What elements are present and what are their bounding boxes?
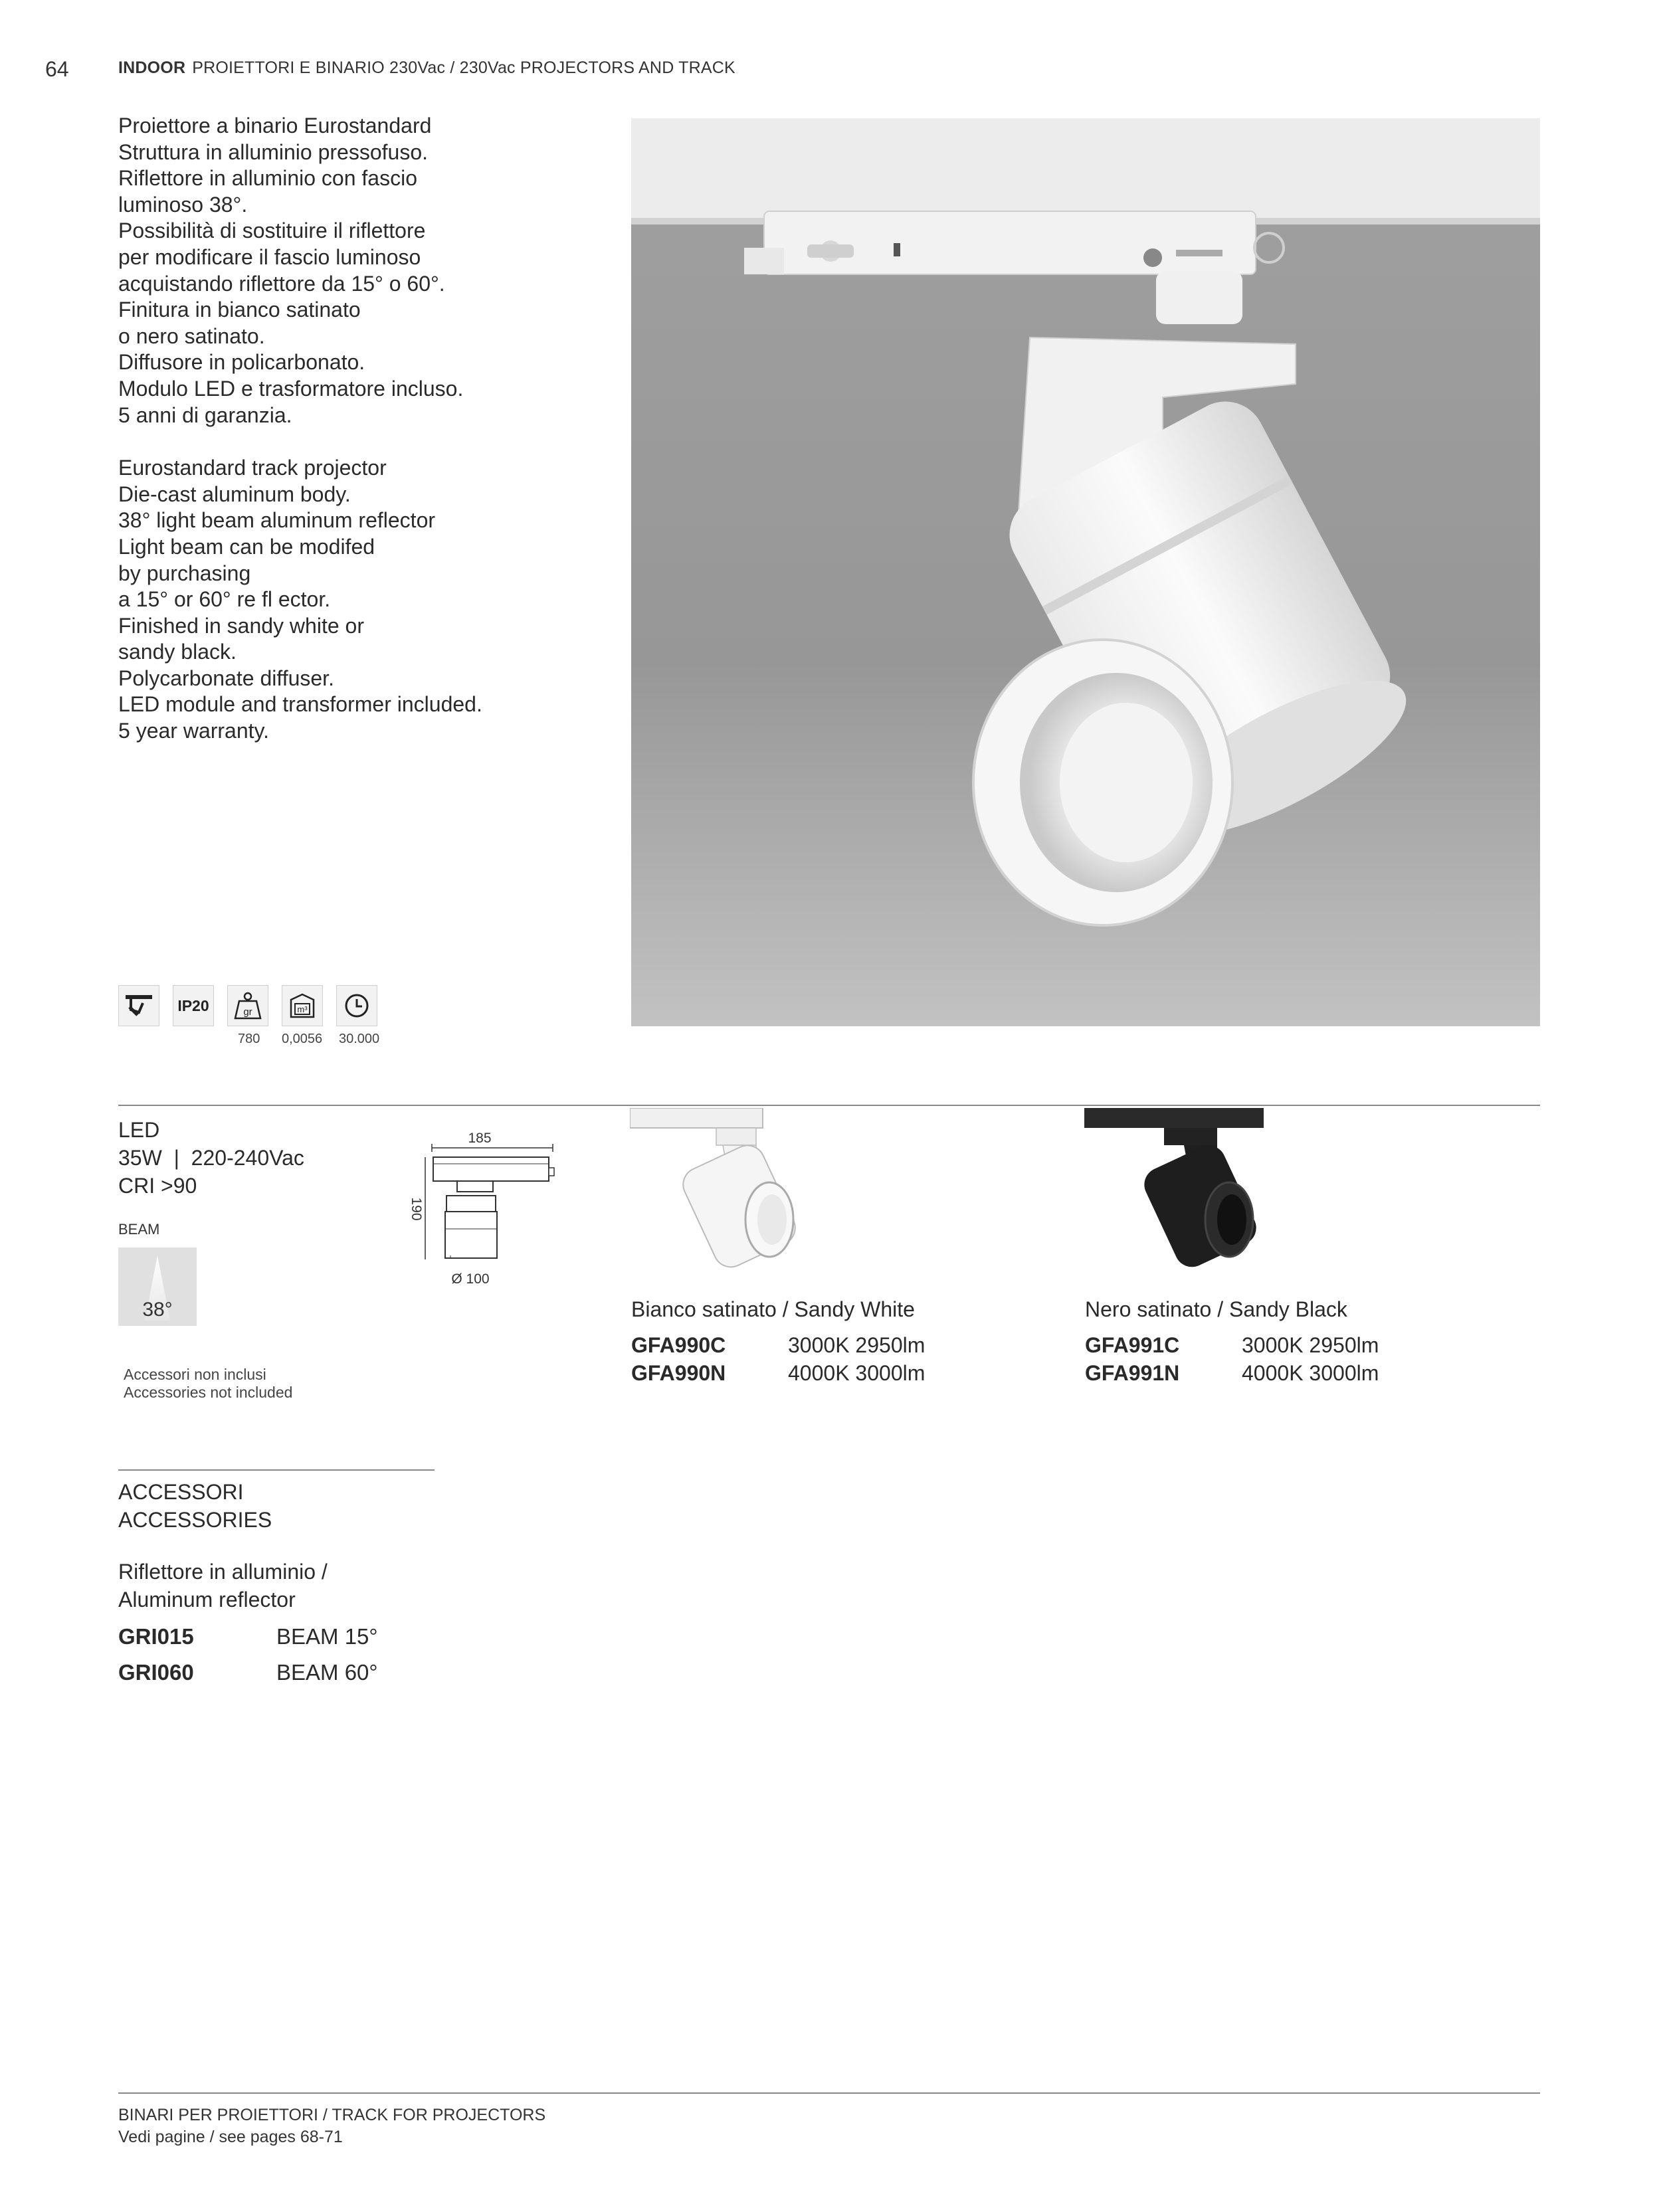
product-photo	[631, 118, 1540, 1026]
track-mount-icon	[118, 985, 159, 1026]
dimension-height: 190	[409, 1197, 424, 1221]
beam-value: 38°	[142, 1299, 173, 1321]
weight-icon	[227, 985, 268, 1026]
description-english: Eurostandard track projector Die-cast aluminum body. 38° light beam aluminum reflector Light beam can be modifed by purchasing a 15° or 60° re fl ector. Finished in sandy white or sandy black. Polycarbonate diffuser. LED module and transformer included. 5 year warranty.	[118, 456, 482, 743]
accessory-code: GRI015	[118, 1624, 194, 1649]
weight-value: 780	[238, 1032, 260, 1046]
lifetime-clock-icon	[336, 985, 377, 1026]
page-number: 64	[45, 57, 69, 81]
variant-black	[1085, 1297, 1379, 1387]
header-title: PROIETTORI E BINARIO 230Vac / 230Vac PROJECTORS AND TRACK	[192, 58, 735, 77]
color-temp: 3000K	[1242, 1333, 1304, 1357]
variant-row	[631, 1331, 925, 1359]
variant-row	[1085, 1359, 1379, 1387]
beam-label: BEAM	[118, 1221, 160, 1238]
accessories-divider	[118, 1469, 435, 1471]
accessories-heading	[118, 1478, 272, 1534]
accessory-row	[118, 1655, 378, 1691]
accessories-heading-it: ACCESSORI	[118, 1480, 244, 1504]
product-code: GFA991C	[1085, 1333, 1180, 1357]
variant-black-image	[1084, 1108, 1297, 1281]
variant-row	[1085, 1331, 1379, 1359]
lumen: 2950lm	[855, 1333, 926, 1357]
spec-block	[118, 1116, 304, 1200]
accessories-heading-en: ACCESSORIES	[118, 1508, 272, 1532]
dimension-width: 185	[468, 1131, 492, 1146]
accessories-note-it: Accessori non inclusi	[124, 1366, 266, 1383]
lumen: 3000lm	[1309, 1361, 1379, 1385]
svg-text:gr: gr	[243, 1006, 252, 1018]
product-description	[118, 113, 597, 745]
variant-white-finish: Bianco satinato / Sandy White	[631, 1297, 915, 1321]
header-section: INDOOR	[118, 58, 186, 77]
product-code: GFA991N	[1085, 1361, 1180, 1385]
track-projector-illustration	[631, 118, 1540, 1026]
volume-box-icon	[282, 985, 323, 1026]
color-temp: 4000K	[1242, 1361, 1304, 1385]
lumen: 3000lm	[855, 1361, 926, 1385]
lifetime-value: 30.000	[339, 1032, 380, 1046]
accessory-row	[118, 1619, 378, 1655]
variant-black-finish: Nero satinato / Sandy Black	[1085, 1297, 1347, 1321]
product-code: GFA990N	[631, 1361, 726, 1385]
variant-white	[631, 1297, 925, 1387]
accessories-note	[124, 1366, 292, 1402]
description-italian: Proiettore a binario Eurostandard Struttura in alluminio pressofuso. Riflettore in alluminio con fascio luminoso 38°. Possibilità di sostituire il riflettore per modificare il fascio luminoso acquistando riflettore da 15° o 60°. Finitura in bianco satinato o nero satinato. Diffusore in policarbonato. Modulo LED e trasformatore incluso. 5 anni di garanzia.	[118, 114, 464, 427]
footer-divider	[118, 2092, 1540, 2094]
dimension-diameter: Ø 100	[451, 1271, 490, 1287]
accessories-subtitle	[118, 1558, 378, 1691]
spec-cri: CRI >90	[118, 1174, 197, 1198]
svg-text:m³: m³	[297, 1004, 308, 1014]
section-divider	[118, 1105, 1540, 1106]
accessory-code: GRI060	[118, 1660, 194, 1685]
color-temp: 4000K	[788, 1361, 850, 1385]
volume-value: 0,0056	[282, 1032, 323, 1046]
accessories-subtitle-it: Riflettore in alluminio /	[118, 1560, 328, 1584]
accessories-subtitle-en: Aluminum reflector	[118, 1588, 296, 1612]
product-code: GFA990C	[631, 1333, 726, 1357]
lumen: 2950lm	[1309, 1333, 1379, 1357]
footer-line1: BINARI PER PROIETTORI / TRACK FOR PROJECTORS	[118, 2106, 546, 2124]
dimension-drawing	[399, 1129, 558, 1289]
accessories-note-en: Accessories not included	[124, 1384, 293, 1401]
ip-rating-icon: IP20	[173, 985, 214, 1026]
spec-power: 35W | 220-240Vac	[118, 1146, 304, 1170]
page-header	[118, 58, 735, 78]
accessory-desc: BEAM 15°	[276, 1624, 378, 1649]
variant-row	[631, 1359, 925, 1387]
spec-source: LED	[118, 1118, 160, 1142]
page-footer	[118, 2104, 545, 2148]
color-temp: 3000K	[788, 1333, 850, 1357]
accessory-desc: BEAM 60°	[276, 1660, 378, 1685]
variant-white-image	[630, 1108, 842, 1281]
footer-line2: Vedi pagine / see pages 68-71	[118, 2128, 343, 2146]
